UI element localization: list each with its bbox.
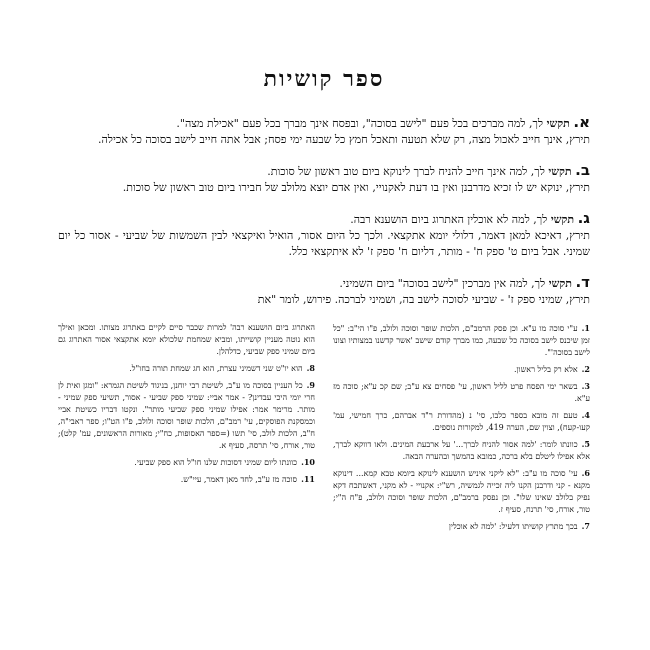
footnote-text: כל העניין בסוכה מו ע"ב, לשיטת רבי יוחנן, בניגוד לשיטת הגמרא: "ומגן ואית לן חרי יומי היכי עבדינן? - אמר אביי: שמיני ספק שביעי - אסור, תשיעי ספק שמיני - מותר. מרימר אמר: אפילו שמיני ספק שביעי מותר". ונקטו דבריו כשיטת אביי וכמסקנת הפוסקים, עי' רמב"ם, הלכות שופר וסוכה ולולב, פ"ו הט"ו; ספר ראבי"ה, ח"ב, הלכות לולב, סי' תשו (=ספר האסופות, כח"י; מאורות הראשונים, עמ' קלט); טור, אורח, סי' תרסה, סעיף א.: [58, 381, 315, 450]
footnote-number: 8.: [306, 363, 315, 373]
question-text: תירץ, שמיני ספק ז' - שביעי לסוכה לישב בה, ושמיני לברכה. פירוש, לומר "את: [257, 293, 590, 306]
footnote: [58, 362, 315, 375]
footnote-number: 10.: [301, 457, 315, 467]
footnote-number: 5.: [581, 439, 590, 449]
footnote-number: 11.: [301, 474, 315, 484]
footnote: [333, 363, 590, 376]
question-paragraph: [58, 210, 590, 260]
footnote-number: 6.: [581, 468, 590, 478]
question-letter: א.: [573, 113, 590, 131]
page-title: ספר קושיות: [263, 66, 385, 92]
question-text: לך, למה אינך חייב להניח לברך לינוקא ביום טוב ראשון של סוכות.: [267, 165, 545, 178]
footnote: [333, 520, 590, 533]
footnote: [333, 409, 590, 434]
footnote: [333, 380, 590, 405]
question-letter: ב.: [575, 161, 590, 179]
question-text: לך, למה מברכים בכל פעם "לישב בסוכה", ובפסח אינך מברך בכל פעם "אכילת מצה".: [176, 117, 544, 130]
question-letter: ג.: [577, 209, 590, 227]
question-paragraph: [58, 114, 590, 148]
footnote-number: 3.: [581, 381, 590, 391]
question-line: [58, 228, 590, 260]
footnote: [58, 322, 315, 358]
question-line: [58, 292, 590, 308]
footnote-text: כוונתו לומר: 'למה אסור להניח לברך...' על ארבעת המינים. ולאו דווקא לברך, אלא אפילו ליטלם בלא ברכה, כמובא בהמשך ובהערה הבאה.: [333, 440, 590, 461]
footnote-text: טעם זה מובא בספר כלבו, סי' נ (מהדורת ר"ד אברהם, כרך חמישי, עמ' קעו-קעח), וצוין שם, הערה 419, למקורות נוספים.: [333, 411, 590, 432]
footnote-text: עי' סוכה מו ע"ב: "לא ליקני איניש הושענא לינוקא ביומא טבא קמא... דינוקא מקנא - קני ודרבנן הקנו ליה זכייה לגמשיה, רש"י: אקנויי - לא מקני, דאשתכח דקא נפיק בלולב שאינו שלו". וכן נפסק ברמב"ם, הלכות שופר וסוכה ולולב, פ"ח ה"י; טור, אורח, סי' תרנח, סעיף ז.: [333, 469, 590, 514]
footnote-text: ע"י סוכה מו ע"א. וכן פסק הרמב"ם, הלכות שופר וסוכה ולולב, פ"ו הי"ב: "כל זמן שיכנס לישב בסוכה כל שבעה, כמו מברך קודם שישב 'אשר קדשנו במצותיו וצונו לישב בסוכה'".: [333, 324, 590, 357]
footnote-text: סוכה מז ע"ב, לחד מאן דאמר, עיי"ש.: [180, 475, 298, 484]
footnotes-right-column: [333, 322, 590, 537]
question-text: לך, למה לא אוכלין האתרוג ביום הושענא רבה.: [350, 213, 548, 226]
footnote: [333, 438, 590, 463]
question-line: [58, 180, 590, 196]
footnote: [58, 473, 315, 486]
question-lead: תקשי: [548, 277, 572, 290]
question-letter: ד.: [575, 273, 590, 291]
footnotes: [58, 322, 590, 537]
footnote-number: 2.: [581, 364, 590, 374]
main-text: [58, 114, 590, 308]
footnote-number: 7.: [581, 521, 590, 531]
footnote: [333, 467, 590, 516]
question-text: תירץ, אינך חייב לאכול מצה, רק שלא תטעה ותאכל חמץ כל שבעה ימי פסח; אבל אתה חייב לישב בסוכה כל אכילה.: [97, 133, 590, 146]
footnote-number: 1.: [581, 323, 590, 333]
footnote: [333, 322, 590, 359]
footnotes-left-column: [58, 322, 315, 537]
footnote: [58, 456, 315, 469]
footnote-text: בכך מתרץ קושיתו דלעיל: 'למה לא אוכלין: [448, 522, 578, 531]
question-paragraph: [58, 162, 590, 196]
footnote-number: 9.: [306, 380, 315, 390]
footnote-text: כוונתו ליום שמיני דסוכות שלנו חו"ל הוא ספק שביעי.: [134, 458, 298, 467]
footnote: [58, 379, 315, 452]
question-paragraph: [58, 274, 590, 308]
question-lead: תקשי: [546, 117, 570, 130]
question-lead: תקשי: [550, 213, 575, 226]
question-lead: תקשי: [548, 165, 572, 178]
question-text: תירץ, דאיכא למאן דאמר, דלולי יומא אתקצאי. ולכך כל היום אסור, הואיל ואיקצאי לבין השמשות של שביעי - אסור כל יום שמיני. אבל ביום ט' ספק ח' - מותר, דליום ח' ספק ז' לא איתקצאי כלל.: [58, 229, 590, 258]
footnote-text: הוא יו"ט שני דשמיני עצרת, הוא חג שמחת תורה בחו"ל.: [129, 364, 303, 373]
question-line: [58, 132, 590, 148]
question-text: לך, למה אין מברכין "לישב בסוכה" ביום השמיני.: [339, 277, 546, 290]
question-line: [58, 114, 590, 132]
question-line: [58, 162, 590, 180]
footnote-number: 4.: [581, 410, 590, 420]
footnote-text: האתרוג ביום הושענא רבה' למרות שכבר סיים לקיים באתרוג מצותו. ומכאן ואילך הוא נוטה מעניין קושייתו, ומביא שמחמת שלכולא יומא אתקצאי אסור האתרוג גם ביום שמיני ספק שביעי, כדלהלן.: [58, 323, 315, 356]
question-line: [58, 274, 590, 292]
question-line: [58, 210, 590, 228]
footnote-text: אלא רק בליל ראשון.: [513, 365, 578, 374]
question-text: תירץ, ינוקא יש לו זכיא מדרבנן ואין בו דעת לאקנויי, ואין אדם יוצא מלולב של חבירו ביום טוב ראשון של סוכות.: [122, 181, 590, 194]
footnote-text: בשאר ימי הפסח פרט לליל ראשון, עי' פסחים צא ע"ב; שם קכ ע"א; סוכה מז ע"א.: [333, 382, 590, 403]
